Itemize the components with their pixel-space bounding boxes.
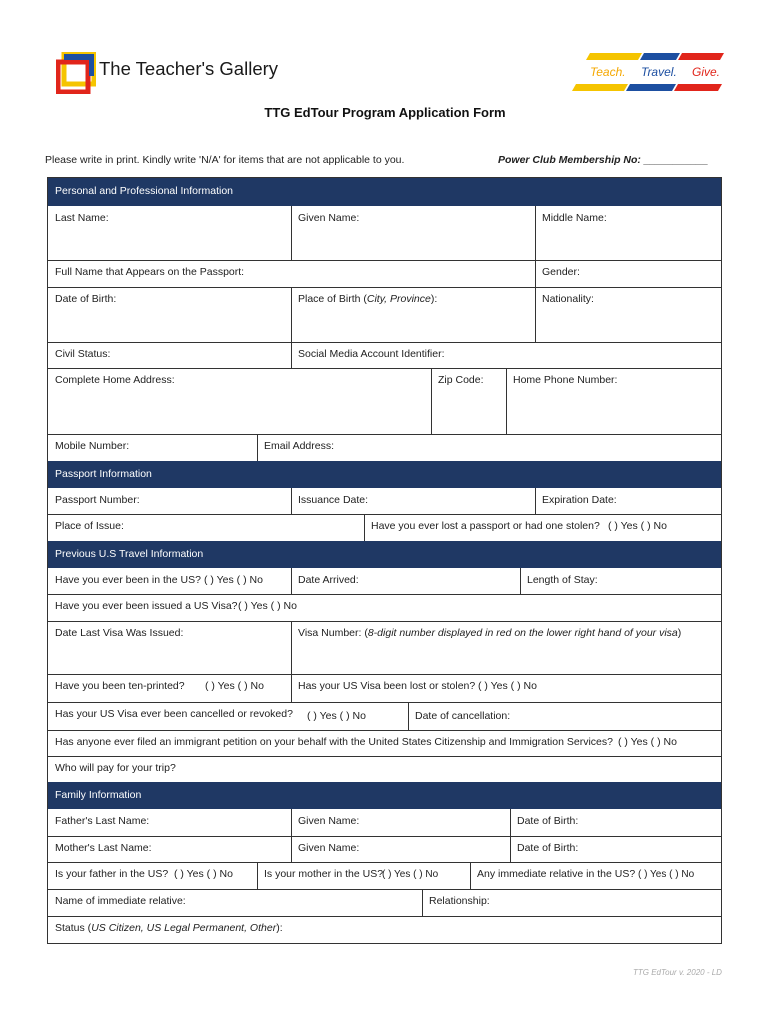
place-of-issue-field[interactable] [48,514,364,541]
address-label: Complete Home Address: [55,374,175,386]
tagline-banner [572,53,724,91]
status-field[interactable] [48,916,721,943]
date-arrived-label: Date Arrived: [298,574,359,586]
father-given-name-label: Given Name: [298,815,360,827]
date-cancellation-label: Date of cancellation: [415,710,511,722]
membership-number: Power Club Membership No: ___________ [498,154,709,166]
tagline-teach: Teach. [590,65,626,79]
father-last-name-field[interactable] [48,809,291,836]
tagline-travel: Travel. [641,65,677,79]
been-in-us-question [48,568,291,594]
instructions: Please write in print. Kindly write 'N/A' for items that are not applicable to you. [45,154,405,166]
form-title: TTG EdTour Program Application Form [264,105,506,120]
social-media-field[interactable] [291,342,721,368]
gender-field[interactable] [535,260,721,287]
dob-label: Date of Birth: [55,293,117,305]
been-in-us-label: Have you ever been in the US? [55,574,201,586]
issued-visa-label: Have you ever been issued a US Visa? [55,600,238,612]
relationship-field[interactable] [422,889,721,916]
visa-number-field[interactable] [291,621,721,674]
lost-passport-options[interactable]: ( ) Yes ( ) No [608,520,667,532]
section-family-title: Family Information [55,789,142,801]
logo-text: The Teacher's Gallery [99,58,279,79]
father-in-us-options[interactable]: ( ) Yes ( ) No [174,868,233,880]
mother-last-name-label: Mother's Last Name: [55,842,152,854]
expiration-date-field[interactable] [535,488,721,514]
email-field[interactable] [257,434,721,461]
place-of-issue-label: Place of Issue: [55,520,124,532]
nationality-label: Nationality: [542,293,594,305]
zip-field[interactable] [431,368,506,434]
given-name-field[interactable] [291,206,535,260]
visa-number-label: Visa Number: (8-digit number displayed in red on the lower right hand of your visa) [298,627,682,639]
ten-printed-label: Have you been ten-printed? [55,680,185,692]
lost-passport-label: Have you ever lost a passport or had one stolen? [371,520,600,532]
section-travel-title: Previous U.S Travel Information [55,548,204,560]
relative-name-label: Name of immediate relative: [55,895,186,907]
date-last-visa-label: Date Last Visa Was Issued: [55,627,184,639]
mother-dob-label: Date of Birth: [517,842,579,854]
father-last-name-label: Father's Last Name: [55,815,150,827]
passport-number-field[interactable] [48,488,291,514]
section-family-header [48,782,721,809]
length-of-stay-field[interactable] [520,568,721,594]
given-name-label: Given Name: [298,212,360,224]
logo-mark-icon [56,52,96,94]
middle-name-field[interactable] [535,206,721,260]
date-last-visa-field[interactable] [48,621,291,674]
father-in-us-label: Is your father in the US? [55,868,169,880]
who-pay-label: Who will pay for your trip? [55,762,176,774]
logo [56,52,96,94]
full-name-field[interactable] [48,260,535,287]
application-form [47,177,722,944]
section-travel-header [48,541,721,568]
petition-options[interactable]: ( ) Yes ( ) No [618,736,677,748]
ten-printed-question [48,674,291,702]
last-name-label: Last Name: [55,212,109,224]
been-in-us-options[interactable]: ( ) Yes ( ) No [204,574,263,586]
mother-dob-field[interactable] [510,836,721,862]
mother-given-name-field[interactable] [291,836,510,862]
issuance-date-label: Issuance Date: [298,494,369,506]
full-name-label: Full Name that Appears on the Passport: [55,266,245,278]
dob-field[interactable] [48,287,291,342]
zip-label: Zip Code: [438,374,484,386]
date-cancellation-field[interactable] [408,702,721,730]
issued-visa-question [48,594,721,621]
nationality-field[interactable] [535,287,721,342]
petition-question [48,730,721,756]
father-dob-field[interactable] [510,809,721,836]
issued-visa-options[interactable]: ( ) Yes ( ) No [238,600,297,612]
issuance-date-field[interactable] [291,488,535,514]
expiration-date-label: Expiration Date: [542,494,617,506]
who-pay-field[interactable] [48,756,721,782]
section-passport-header [48,461,721,488]
section-personal-title: Personal and Professional Information [55,185,234,197]
father-given-name-field[interactable] [291,809,510,836]
visa-lost-question [291,674,721,702]
last-name-field[interactable] [48,206,291,260]
mother-in-us-question [257,862,470,889]
passport-number-label: Passport Number: [55,494,140,506]
visa-cancelled-label: Has your US Visa ever been cancelled or revoked? [55,708,293,720]
mother-last-name-field[interactable] [48,836,291,862]
civil-status-label: Civil Status: [55,348,111,360]
date-arrived-field[interactable] [291,568,520,594]
relative-in-us-label: Any immediate relative in the US? [477,868,636,880]
petition-label: Has anyone ever filed an immigrant petition on your behalf with the United States Citizenship and Immigration Services? [55,736,613,748]
mother-in-us-options[interactable]: ( ) Yes ( ) No [382,869,439,880]
visa-lost-label: Has your US Visa been lost or stolen? [298,680,476,692]
mobile-field[interactable] [48,434,257,461]
address-field[interactable] [48,368,431,434]
father-dob-label: Date of Birth: [517,815,579,827]
ten-printed-options[interactable]: ( ) Yes ( ) No [205,680,264,692]
middle-name-label: Middle Name: [542,212,607,224]
lost-passport-question [364,514,721,541]
social-media-label: Social Media Account Identifier: [298,348,445,360]
section-personal-header [48,178,721,206]
section-passport-title: Passport Information [55,468,152,480]
civil-status-field[interactable] [48,342,291,368]
relationship-label: Relationship: [429,895,490,907]
pob-field[interactable] [291,287,535,342]
mother-given-name-label: Given Name: [298,842,360,854]
mother-in-us-label: Is your mother in the US? [264,868,384,880]
visa-lost-options[interactable]: ( ) Yes ( ) No [478,680,537,692]
status-label: Status (US Citizen, US Legal Permanent, Other): [55,922,283,934]
relative-in-us-question [470,862,721,889]
relative-in-us-options[interactable]: ( ) Yes ( ) No [638,869,695,880]
footer-version: TTG EdTour v. 2020 - LD [633,968,722,977]
home-phone-label: Home Phone Number: [513,374,618,386]
tagline-give: Give. [692,65,721,79]
relative-name-field[interactable] [48,889,422,916]
mobile-label: Mobile Number: [55,440,130,452]
email-label: Email Address: [264,440,335,452]
father-in-us-question [48,862,257,889]
pob-label: Place of Birth (City, Province): [298,293,438,305]
visa-cancelled-question [48,702,408,730]
length-of-stay-label: Length of Stay: [527,574,598,586]
gender-label: Gender: [542,266,580,278]
visa-cancelled-options[interactable]: ( ) Yes ( ) No [307,710,366,722]
home-phone-field[interactable] [506,368,721,434]
